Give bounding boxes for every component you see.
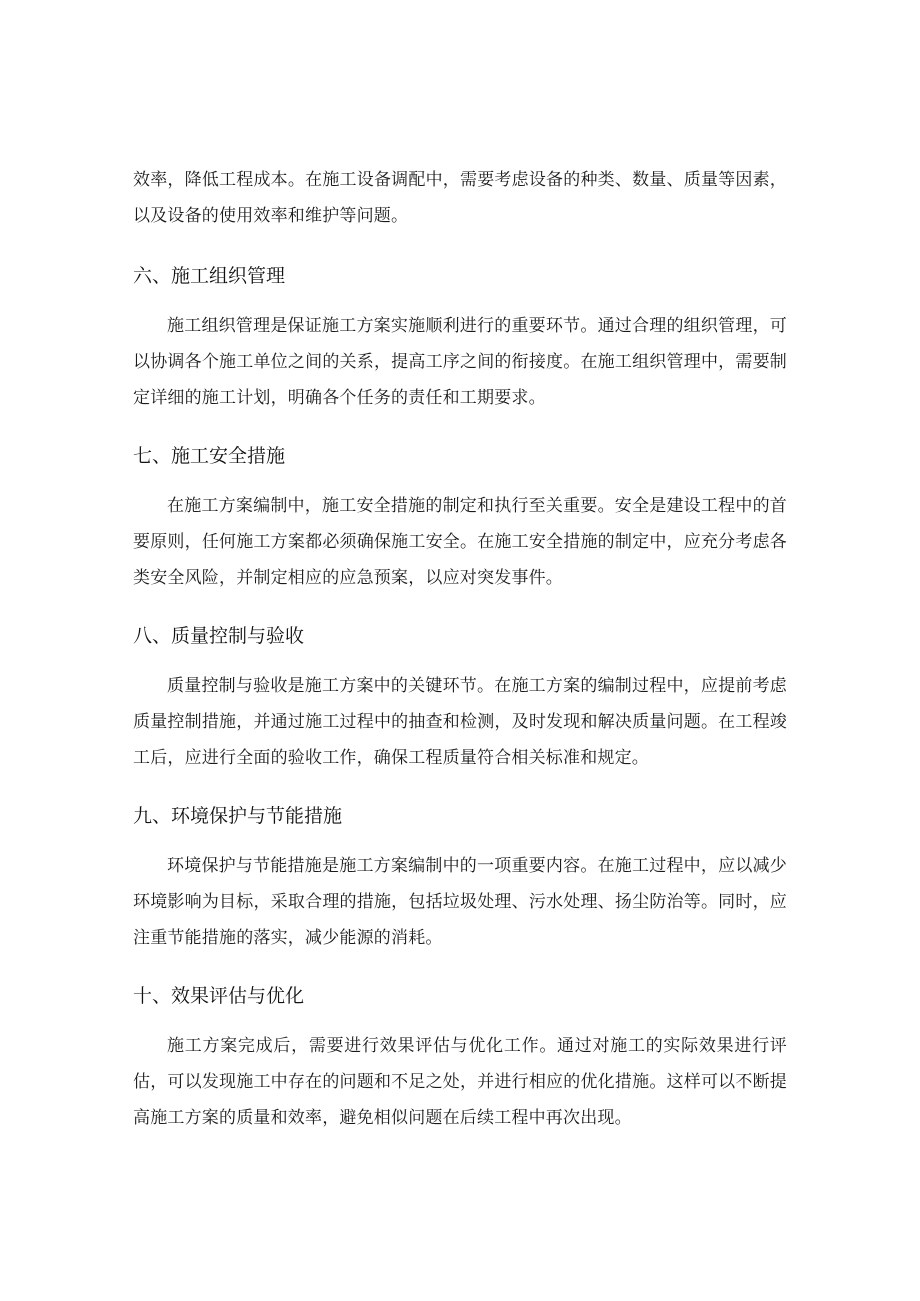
section-evaluation-optimization bbox=[133, 982, 787, 1136]
section-heading: 六、施工组织管理 bbox=[133, 265, 286, 287]
section-heading: 十、效果评估与优化 bbox=[133, 985, 305, 1007]
document-page bbox=[133, 162, 787, 1162]
section-paragraph: 环境保护与节能措施是施工方案编制中的一项重要内容。在施工过程中，应以减少环境影响为目标，采取合理的措施，包括垃圾处理、污水处理、扬尘防治等。同时，应注重节能措施的落实，减少能源的消耗。 bbox=[133, 856, 787, 948]
section-heading: 九、环境保护与节能措施 bbox=[133, 805, 343, 827]
section-organization-management bbox=[133, 262, 787, 416]
section-safety-measures bbox=[133, 442, 787, 596]
section-paragraph: 施工组织管理是保证施工方案实施顺利进行的重要环节。通过合理的组织管理，可以协调各个施工单位之间的关系，提高工序之间的衔接度。在施工组织管理中，需要制定详细的施工计划，明确各个任务的责任和工期要求。 bbox=[133, 316, 787, 408]
section-paragraph: 施工方案完成后，需要进行效果评估与优化工作。通过对施工的实际效果进行评估，可以发现施工中存在的问题和不足之处，并进行相应的优化措施。这样可以不断提高施工方案的质量和效率，避免相似问题在后续工程中再次出现。 bbox=[133, 1036, 787, 1128]
section-heading: 八、质量控制与验收 bbox=[133, 625, 305, 647]
section-paragraph: 在施工方案编制中，施工安全措施的制定和执行至关重要。安全是建设工程中的首要原则，任何施工方案都必须确保施工安全。在施工安全措施的制定中，应充分考虑各类安全风险，并制定相应的应急预案，以应对突发事件。 bbox=[133, 496, 787, 588]
intro-paragraph: 效率，降低工程成本。在施工设备调配中，需要考虑设备的种类、数量、质量等因素，以及设备的使用效率和维护等问题。 bbox=[133, 170, 787, 226]
section-paragraph: 质量控制与验收是施工方案中的关键环节。在施工方案的编制过程中，应提前考虑质量控制措施，并通过施工过程中的抽查和检测，及时发现和解决质量问题。在工程竣工后，应进行全面的验收工作，确保工程质量符合相关标准和规定。 bbox=[133, 676, 787, 768]
section-heading: 七、施工安全措施 bbox=[133, 445, 286, 467]
section-quality-control bbox=[133, 622, 787, 776]
section-environment-energy bbox=[133, 802, 787, 956]
